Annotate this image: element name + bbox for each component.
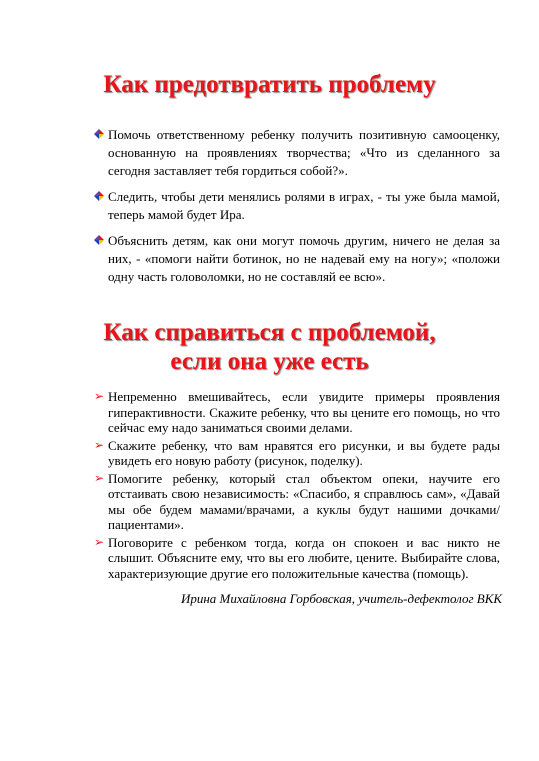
arrow-bullet-icon: ➢ bbox=[94, 437, 105, 452]
list-item bbox=[94, 438, 500, 469]
diamond-bullet-icon bbox=[94, 129, 104, 139]
diamond-bullet-icon bbox=[94, 191, 104, 201]
list-item-text: Объяснить детям, как они могут помочь другим, ничего не делая за них, - «помоги найти ботинок, но не надевай ему на ногу»; «положи одну часть головоломки, но не составляй ее всю». bbox=[108, 233, 500, 284]
list-item-text: Помочь ответственному ребенку получить позитивную самооценку, основанную на проявлениях творчества; «Что из сделанного за сегодня заставляет тебя гордиться собой?». bbox=[108, 127, 500, 178]
prevention-title: Как предотвратить проблему bbox=[103, 70, 436, 98]
list-item-text: Поговорите с ребенком тогда, когда он спокоен и вас никто не слышит. Объясните ему, что вы его любите, цените. Выбирайте слова, характеризующие другие его положительные качества (помощь). bbox=[108, 534, 500, 581]
list-item-text: Помогите ребенку, который стал объектом опеки, научите его отстаивать свою независимость: «Спасибо, я справлюсь сам», «Давай мы обе будем мамами/врачами, а куклы будут нашими дочками/пациентами». bbox=[108, 470, 500, 532]
arrow-bullet-icon: ➢ bbox=[94, 470, 105, 485]
diamond-bullet-icon bbox=[94, 235, 104, 245]
list-item-text: Скажите ребенку, что вам нравятся его рисунки, и вы будете рады увидеть его новую работу (рисунок, поделку). bbox=[108, 437, 500, 468]
list-item bbox=[94, 126, 500, 180]
coping-title bbox=[0, 318, 539, 376]
coping-title-line-2: если она уже есть bbox=[170, 347, 369, 375]
list-item bbox=[94, 471, 500, 533]
author-signature: Ирина Михайловна Горбовская, учитель-дефектолог ВКК bbox=[180, 591, 502, 606]
list-item bbox=[94, 389, 500, 436]
list-item-text: Непременно вмешивайтесь, если увидите примеры проявления гиперактивности. Скажите ребенку, что вы цените его помощь, но что сейчас ему надо заниматься своими делами. bbox=[108, 389, 500, 435]
list-item bbox=[94, 535, 500, 582]
prevention-list bbox=[94, 126, 500, 294]
coping-title-line-1: Как справиться с проблемой, bbox=[103, 318, 436, 346]
arrow-bullet-icon: ➢ bbox=[94, 534, 105, 549]
list-item bbox=[94, 188, 500, 224]
coping-list bbox=[94, 389, 500, 583]
arrow-bullet-icon: ➢ bbox=[94, 389, 105, 403]
list-item-text: Следить, чтобы дети менялись ролями в играх, - ты уже была мамой, теперь мамой будет Ира. bbox=[108, 189, 500, 222]
list-item bbox=[94, 232, 500, 286]
